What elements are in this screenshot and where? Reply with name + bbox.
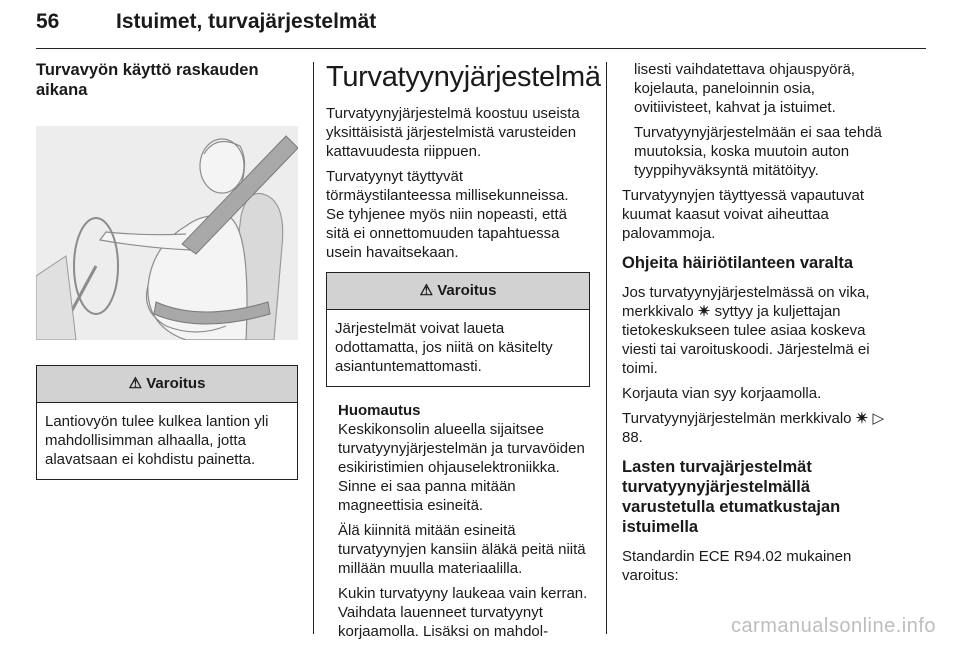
warning-box: [326, 272, 590, 387]
paragraph-text: Turvatyynyjärjestelmän merkkivalo: [622, 410, 852, 427]
column-divider: [313, 62, 314, 634]
column-1: [36, 60, 298, 488]
warning-text: Järjestelmät voivat laueta odottamatta, jos niitä on käsitelty asiantuntemattomasti.: [335, 320, 553, 375]
note-title: Huomautus: [338, 402, 421, 419]
paragraph-text: syttyy ja kuljettajan tietokeskukseen tulee asiaa koskeva viesti tai varoituskoodi. Järjestelmä ei toimi.: [622, 303, 870, 377]
warning-title: Varoitus: [437, 282, 497, 299]
warning-box: [36, 365, 298, 480]
warning-text: Lantiovyön tulee kulkea lantion yli mahdollisimman alhaalla, jotta alavatsaan ei kohdistu painetta.: [45, 413, 269, 468]
airbag-icon: ✴: [855, 410, 869, 427]
section-heading-child-restraints: Lasten turvajärjestelmät turvatyynyjärjestelmällä varustetulla etumatkustajan istuimella: [622, 458, 841, 536]
page-number: 56: [36, 10, 60, 33]
column-2: [326, 60, 601, 647]
paragraph: lisesti vaihdatettava ohjauspyörä, kojelauta, paneloinnin osia, ovitiivisteet, kahvat ja istuimet.: [634, 61, 855, 116]
paragraph: [622, 409, 890, 447]
column-3: [622, 60, 890, 591]
warning-triangle-icon: ⚠: [419, 282, 434, 299]
paragraph: Turvatyynyjen täyttyessä vapautuvat kuumat kaasut voivat aiheuttaa palovammoja.: [622, 187, 865, 242]
section-heading-pregnancy: Turvavyön käyttö raskauden aikana: [36, 61, 259, 99]
warning-header: [37, 366, 297, 403]
pregnant-woman-seatbelt-illustration: [36, 126, 298, 340]
column-divider: [606, 62, 607, 634]
section-heading-airbag-system: Turvatyynyjärjestelmä: [326, 61, 601, 93]
paragraph: Standardin ECE R94.02 mukainen varoitus:: [622, 548, 852, 584]
warning-title: Varoitus: [146, 375, 206, 392]
page-title: Istuimet, turvajärjestelmät: [116, 10, 377, 33]
paragraph: Turvatyynyjärjestelmään ei saa tehdä muutoksia, koska muutoin auton tyyppihyväksyntä mitätöityy.: [634, 124, 882, 179]
paragraph-text: Jos turvatyynyjärjestelmässä on vika, merkkivalo: [622, 284, 870, 320]
page-header: [36, 6, 926, 49]
warning-triangle-icon: ⚠: [128, 375, 143, 392]
watermark: carmanualsonline.info: [730, 615, 936, 637]
note-paragraph: Keskikonsolin alueella sijaitsee turvatyynyjärjestelmän ja turvavöiden esikiristimien ohjauselektroniikka. Sinne ei saa panna mitään magneettisia esineitä.: [338, 421, 585, 514]
paragraph: Turvatyynyjärjestelmä koostuu useista yksittäisistä järjestelmistä varusteiden kattavuudesta riippuen.: [326, 105, 580, 160]
paragraph: [622, 283, 890, 378]
paragraph: Korjauta vian syy korjaamolla.: [622, 385, 822, 402]
warning-header: [327, 273, 589, 310]
page-reference[interactable]: 88.: [622, 429, 643, 446]
airbag-icon: ✴: [697, 303, 711, 320]
note-paragraph: Kukin turvatyyny laukeaa vain kerran. Vaihdata lauenneet turvatyynyt korjaamolla. Lisäksi on mahdol-: [338, 585, 588, 640]
paragraph: Turvatyynyt täyttyvät törmäystilanteessa millisekunneissa. Se tyhjenee myös niin nopeasti, että sitä ei onnettomuuden tapahtuessa usein havaitsekaan.: [326, 168, 569, 261]
note-block: [326, 401, 590, 641]
section-heading-fault: Ohjeita häiriötilanteen varalta: [622, 254, 854, 272]
page-reference-icon[interactable]: ▷: [872, 410, 884, 427]
note-paragraph: Älä kiinnitä mitään esineitä turvatyynyjen kansiin äläkä peitä niitä millään muulla materiaalilla.: [338, 522, 586, 577]
indented-continuation: [622, 60, 890, 180]
